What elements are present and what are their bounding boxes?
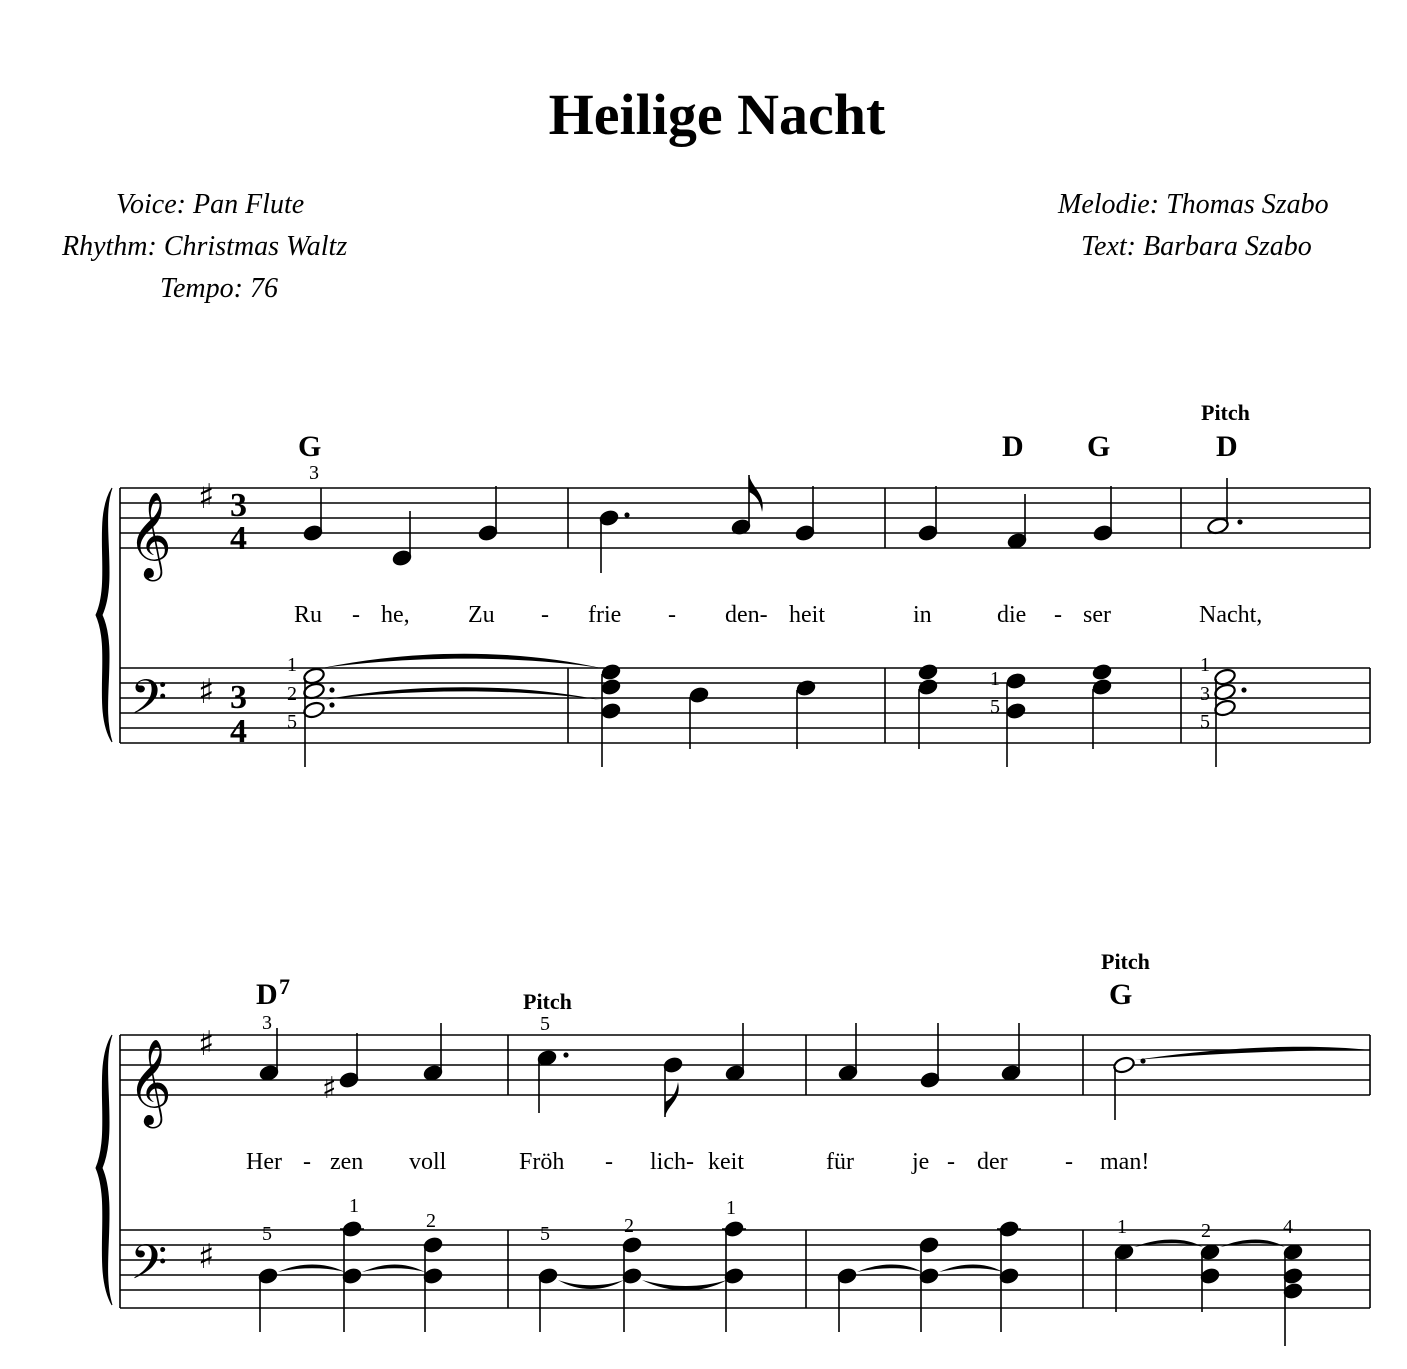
pitch-mark: Pitch xyxy=(1101,949,1150,974)
bass-clef-icon: 𝄢 xyxy=(130,669,168,737)
chord-symbol: G xyxy=(298,430,322,463)
time-signature-top: 3 xyxy=(230,487,247,524)
lyric-syllable: man! xyxy=(1100,1149,1150,1175)
grand-staff-brace xyxy=(96,488,112,742)
fingering: 3 xyxy=(262,1012,272,1034)
treble-staff-2 xyxy=(120,1035,1370,1095)
accidental-sharp: ♯ xyxy=(322,1071,337,1106)
fingering: 1 xyxy=(1200,654,1210,676)
key-signature-sharp: ♯ xyxy=(198,477,215,517)
fingering: 5 xyxy=(1200,711,1210,733)
fingering: 2 xyxy=(624,1215,634,1237)
lyric-syllable: voll xyxy=(409,1149,447,1175)
chord-symbol: G xyxy=(1087,430,1111,463)
lyric-syllable: - xyxy=(541,602,549,628)
fingering: 1 xyxy=(287,654,297,676)
fingering: 5 xyxy=(262,1223,272,1245)
lyric-syllable: der xyxy=(977,1149,1008,1175)
key-signature-sharp: ♯ xyxy=(198,1237,215,1277)
lyric-syllable: Fröh xyxy=(519,1149,565,1175)
fingering: 3 xyxy=(309,462,319,484)
chord-symbol: D xyxy=(1216,430,1238,463)
lyric-syllable: Her xyxy=(246,1149,282,1175)
lyric-syllable: heit xyxy=(789,602,825,628)
lyric-syllable: Zu xyxy=(468,602,495,628)
lyrics-2 xyxy=(246,1149,1149,1175)
fingering: 2 xyxy=(1201,1220,1211,1242)
bass-clef-icon: 𝄢 xyxy=(130,1234,168,1302)
key-signature-sharp: ♯ xyxy=(198,672,215,712)
lyric-syllable: Nacht, xyxy=(1199,602,1263,628)
treble-clef-icon: 𝄞 xyxy=(128,492,172,578)
pitch-mark: Pitch xyxy=(1201,400,1250,425)
lyric-syllable: in xyxy=(913,602,932,628)
lyric-syllable: den- xyxy=(725,602,768,628)
lyric-syllable: - xyxy=(947,1149,955,1175)
fingering: 2 xyxy=(287,683,297,705)
fingering: 2 xyxy=(426,1210,436,1232)
treble-clef-icon: 𝄞 xyxy=(128,1039,172,1125)
fingering: 1 xyxy=(726,1197,736,1219)
lyric-syllable: keit xyxy=(708,1149,744,1175)
fingering: 1 xyxy=(990,668,1000,690)
text-credit: Text: Barbara Szabo xyxy=(1081,231,1312,262)
grand-staff-brace xyxy=(96,1035,112,1305)
fingering: 5 xyxy=(540,1223,550,1245)
lyric-syllable: - xyxy=(352,602,360,628)
treble-notes-1 xyxy=(302,475,1243,573)
melody-credit: Melodie: Thomas Szabo xyxy=(1058,189,1329,220)
lyrics-1 xyxy=(294,602,1262,628)
lyric-syllable: die xyxy=(997,602,1027,628)
fingering: 4 xyxy=(1283,1216,1293,1238)
lyric-syllable: Ru xyxy=(294,602,323,628)
bass-notes-1 xyxy=(302,654,1246,767)
chord-symbol: D xyxy=(1002,430,1024,463)
lyric-syllable: je xyxy=(912,1149,930,1175)
key-signature-sharp: ♯ xyxy=(198,1024,215,1064)
chord-symbol: G xyxy=(1109,978,1133,1011)
chord-superscript: 7 xyxy=(279,974,290,999)
chord-symbol: D xyxy=(256,978,278,1011)
lyric-syllable: - xyxy=(1065,1149,1073,1175)
page-title: Heilige Nacht xyxy=(548,82,886,147)
lyric-syllable: für xyxy=(826,1149,854,1175)
lyric-syllable: - xyxy=(605,1149,613,1175)
rhythm-info: Rhythm: Christmas Waltz xyxy=(62,231,348,262)
system-2 xyxy=(96,949,1370,1346)
time-signature-top: 3 xyxy=(230,679,247,716)
fingering: 1 xyxy=(1117,1216,1127,1238)
time-signature-bottom: 4 xyxy=(230,713,247,750)
lyric-syllable: lich- xyxy=(650,1149,694,1175)
lyric-syllable: zen xyxy=(330,1149,364,1175)
lyric-syllable: - xyxy=(668,602,676,628)
fingering: 5 xyxy=(540,1013,550,1035)
lyric-syllable: frie xyxy=(588,602,622,628)
treble-notes-2 xyxy=(258,1023,1370,1120)
time-signature-bottom: 4 xyxy=(230,520,247,557)
system-1 xyxy=(96,400,1370,767)
lyric-syllable: - xyxy=(303,1149,311,1175)
voice-info: Voice: Pan Flute xyxy=(116,189,305,220)
lyric-syllable: ser xyxy=(1083,602,1111,628)
fingering: 5 xyxy=(990,696,1000,718)
pitch-mark: Pitch xyxy=(523,989,572,1014)
fingering: 3 xyxy=(1200,683,1210,705)
lyric-syllable: he, xyxy=(381,602,410,628)
fingering: 5 xyxy=(287,711,297,733)
lyric-syllable: - xyxy=(1054,602,1062,628)
fingering: 1 xyxy=(349,1195,359,1217)
bass-notes-2 xyxy=(257,1219,1305,1346)
tempo-info: Tempo: 76 xyxy=(160,273,278,304)
